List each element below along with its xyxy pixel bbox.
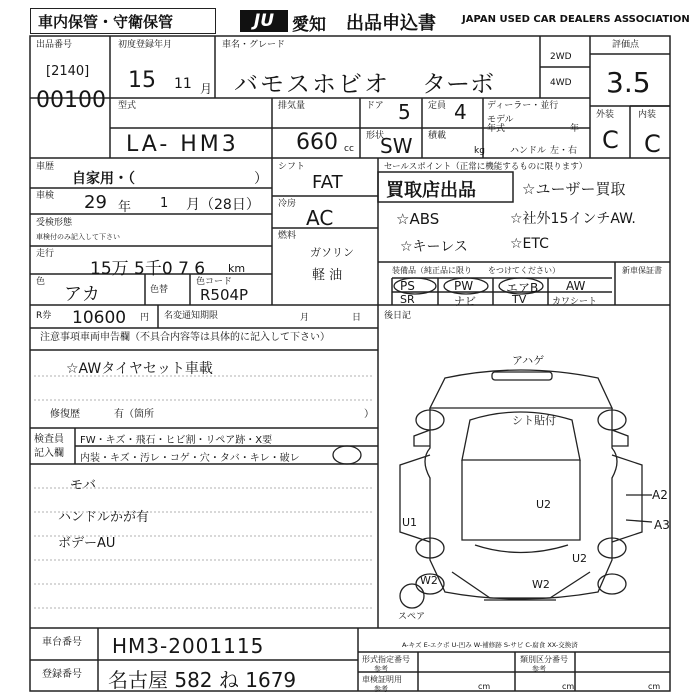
designated-no-label: 形式指定番号 [362,655,410,664]
fuel-gas: ガソリン [310,246,354,259]
sales-point-3: ☆社外15インチAW. [510,211,636,227]
displacement-value: 660 [296,130,338,155]
equipment-label: 装備品（純正品に限り をつけてください） [392,266,560,275]
ins-repair-mark: リペア跡 [205,435,246,446]
ins-int-scratch: キズ [110,453,130,464]
sales-point-4: ☆キーレス [400,239,468,255]
cm-label-3: cm [648,682,661,691]
receipt-label: 受検形態 [36,218,73,228]
int-label: 内装 [638,110,657,120]
equip-ps: PS [400,279,415,293]
yen-label: 円 [140,313,150,323]
shift-value: FAT [312,172,343,193]
repair-label: 修復歴 [50,409,80,420]
score-label: 評価点 [612,40,640,50]
new-warranty-label: 新車保証書 [622,266,662,275]
ins-crack: ヒビ割 [165,435,196,446]
cm-label-1: cm [478,682,491,691]
mileage-label: 走行 [36,249,55,259]
drive-4wd-label: 4WD [550,78,572,88]
recycle-label: R券 [36,311,52,321]
year-unit-label: 年 [570,124,580,134]
equip-aw: AW [566,279,586,293]
chassis-no-value: HM3-2001115 [112,634,265,658]
spare-label: スペア [398,612,426,622]
note-1: ☆AWタイヤセット車載 [66,361,213,377]
diagram-mark-sticker: シト貼付 [512,414,556,427]
ins-chip: 飛石 [135,435,156,446]
ins-dirt: 汚レ [139,453,160,464]
storage-label: 車内保管・守衛保管 [38,13,174,31]
inspector-note-1: モバ [70,478,97,493]
month-label: 月 [300,313,310,323]
color-code-value: R504P [200,286,249,304]
damage-legend: A-キズ E-エクボ U-凹み W-補修跡 S-サビ C-腐食 XX-交換済 [402,641,578,649]
inspection-row-1: FW・キズ・飛石・ヒビ割・リペア跡・X要 [80,435,273,446]
kg-label: kg [474,146,485,156]
ins-hole: 穴 [199,453,210,464]
inspector-note-3: ボデーAU [58,536,116,551]
reference-label-a: 参考 [374,665,388,673]
ins-fw: FW [80,435,96,446]
doors-label: ドア [366,101,384,111]
ext-label: 外装 [596,110,615,120]
cm-label-2: cm [562,682,575,691]
sales-point-5: ☆ETC [510,236,549,252]
inspector-note-2: ハンドルかが有 [58,510,150,525]
receipt-note: 車検付のみ記入して下さい [36,233,120,241]
first-reg-label: 初度登録年月 [118,40,173,50]
inspection-day: 月（28日） [186,197,260,213]
capacity-label: 定員 [428,101,447,111]
reg-no-value: 名古屋 582 ね 1679 [108,668,297,692]
sales-point-2: ☆ABS [396,210,440,228]
lot-no-value: 00100 [36,88,106,113]
auction-code: [2140] [46,64,90,79]
ins-tear: 破レ [279,453,300,464]
sales-title: 買取店出品 [386,180,476,201]
ins-scratch: キズ [105,435,126,446]
lot-no-label: 出品番号 [36,40,73,50]
model-name-value: バモスホビオ [234,70,390,98]
cc-label: cc [344,144,354,154]
fuel-label: 燃料 [278,231,297,241]
history-label: 車歴 [36,162,55,172]
diagram-mark-roof: アハゲ [512,354,545,367]
history-end: ） [254,171,268,187]
body-label: 形状 [366,131,385,141]
color-value: アカ [64,284,100,305]
inspection-year: 29 [84,192,107,213]
km-label: km [228,262,246,275]
load-label: 積載 [428,131,447,141]
first-reg-month-unit: 月 [200,82,213,96]
drive-2wd-label: 2WD [550,52,572,62]
diagram-mark-a2: A2 [652,488,668,502]
category-no-label: 類別区分番号 [520,655,568,664]
ju-logo-text: JU [253,11,275,31]
inspection-month: 1 [160,196,169,211]
diagram-mark-w2-b: W2 [532,578,550,591]
model-year-label: モデル 年式 [487,115,514,134]
diagram-mark-w2-a: W2 [420,574,438,587]
later-label: 後日記 [384,311,412,321]
ins-tobacco: タバ [219,453,240,464]
handle-lr-label: 左・右 [550,146,578,156]
recycle-value: 10600 [72,308,127,328]
day-label: 日 [352,313,362,323]
equip-sr: SR [400,293,415,306]
repair-close: ） [364,409,374,420]
first-reg-month: 11 [174,76,192,92]
vehicle-cert-label: 車検証明用 [362,675,402,684]
diagram-mark-u2-a: U2 [536,498,552,511]
chassis-no-label: 車台番号 [42,637,82,648]
displacement-label: 排気量 [278,101,306,111]
ins-burn: コゲ [169,453,190,464]
equip-leather-seat: カワシート [552,297,598,307]
inspection-row-2: 内装・キズ・汚レ・コゲ・穴・タバ・キレ・破レ [80,453,300,464]
mileage-value: 15万 5千0 7 6 [90,259,206,279]
inspector-label: 検査員 記入欄 [34,434,64,459]
inspection-nen: 年 [118,200,132,215]
equip-tv: TV [512,293,527,306]
ins-interior: 内装 [80,453,100,464]
assoc-name: JAPAN USED CAR DEALERS ASSOCIATION [462,14,690,25]
dealer-label: ディーラー・並行 [487,101,559,111]
grade-value: ターボ [422,70,494,98]
history-value: 自家用・（ [72,171,135,187]
ins-cut: キレ [249,453,270,464]
capacity-value: 4 [454,100,467,124]
model-code-value: LA- HM3 [126,132,239,157]
equip-navi: ナビ [454,295,476,308]
handle-label: ハンドル [510,146,547,156]
color-no-label: 色替 [150,285,169,295]
reg-no-label: 登録番号 [42,669,82,680]
org-name: 愛知 [292,15,326,35]
sales-point-1: ☆ユーザー買取 [522,180,626,198]
form-title: 出品申込書 [346,13,436,34]
sales-point-label: セールスポイント（正常に機能するものに限ります） [384,162,588,172]
color-code-label: 色コード [196,277,233,287]
model-label: 型式 [118,101,137,111]
diagram-mark-u1: U1 [402,516,418,529]
model-name-label: 車名・グレード [222,40,286,50]
equip-airbag: エアB [506,281,539,295]
notes-label: 注意事項車両申告欄（不具合内容等は具体的に記入して下さい） [40,332,330,343]
equip-pw: PW [454,279,474,293]
inspection-label: 車検 [36,191,55,201]
int-grade: C [644,130,661,158]
reference-label-c: 参考 [374,685,388,693]
diagram-mark-u2-b: U2 [572,552,588,565]
diagram-mark-a3: A3 [654,518,670,532]
first-reg-year: 15 [128,68,156,93]
ac-value: AC [306,206,334,230]
reference-label-b: 参考 [532,665,546,673]
name-change-label: 名変通知期限 [164,311,219,321]
ext-grade: C [602,126,619,154]
fuel-diesel: 軽 油 [312,268,343,283]
shift-label: シフト [278,162,306,172]
score-value: 3.5 [606,66,651,99]
body-value: SW [380,134,413,158]
ac-label: 冷房 [278,199,297,209]
repair-yes-label: 有（箇所 [114,409,154,420]
doors-value: 5 [398,100,411,124]
color-label: 色 [36,277,46,287]
ins-x-needed: X要 [255,435,273,446]
